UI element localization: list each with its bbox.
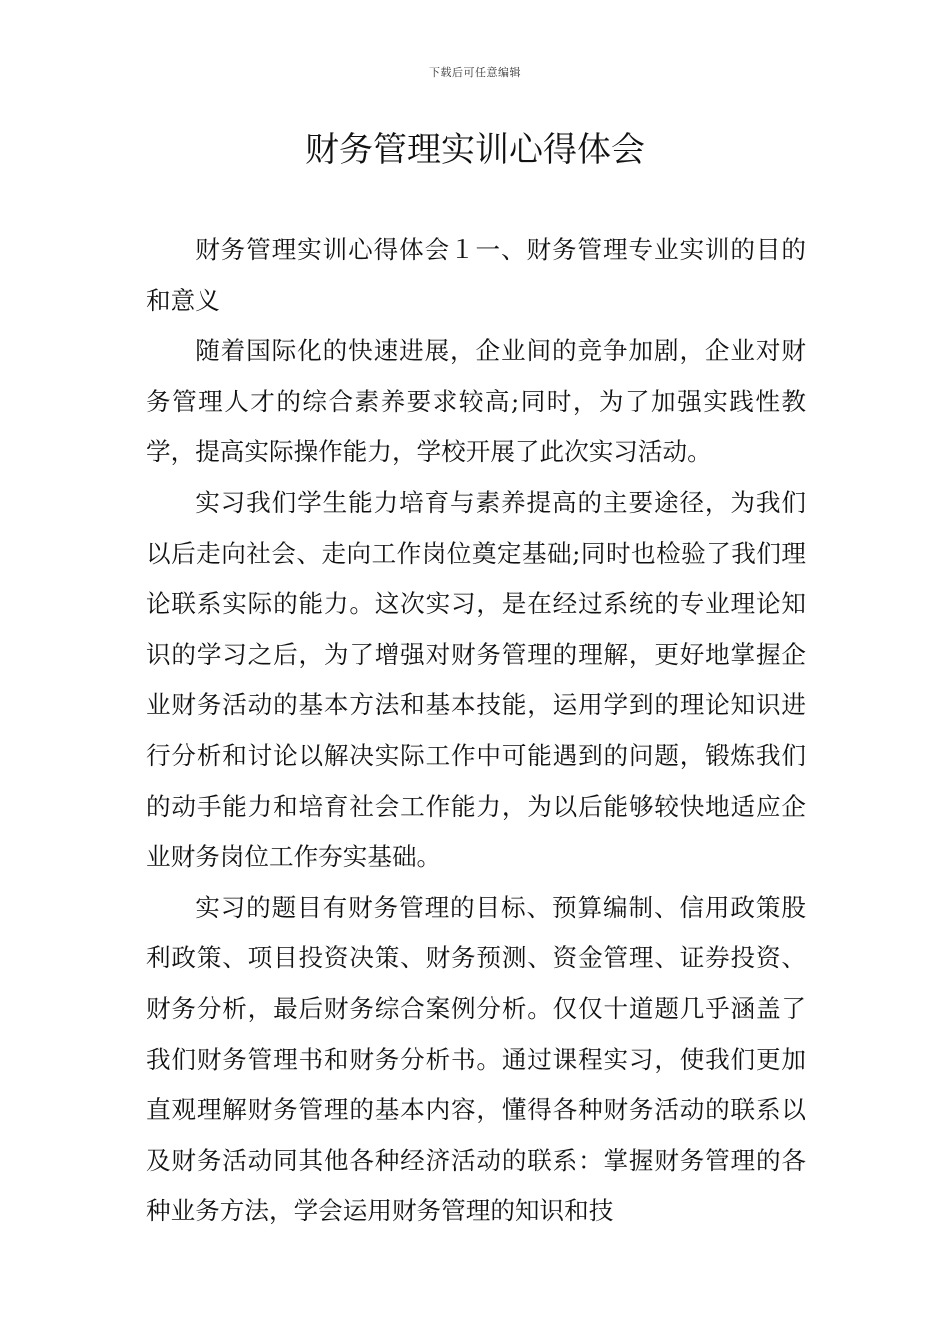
paragraph-3: 实习我们学生能力培育与素养提高的主要途径，为我们以后走向社会、走向工作岗位奠定基础;同时也检验了我们理论联系实际的能力。这次实习，是在经过系统的专业理论知识的学习之后，为了增强对财务管理的理解，更好地掌握企业财务活动的基本方法和基本技能，运用学到的理论知识进行分析和讨论以解决实际工作中可能遇到的问题，锻炼我们的动手能力和培育社会工作能力，为以后能够较快地适应企业财务岗位工作夯实基础。 — [146, 487, 806, 872]
paragraph-1: 财务管理实训心得体会１一、财务管理专业实训的目的和意义 — [146, 235, 806, 315]
paragraph-4: 实习的题目有财务管理的目标、预算编制、信用政策股利政策、项目投资决策、财务预测、资金管理、证券投资、财务分析，最后财务综合案例分析。仅仅十道题几乎涵盖了我们财务管理书和财务分析书。通过课程实习，使我们更加直观理解财务管理的基本内容，懂得各种财务活动的联系以及财务活动同其他各种经济活动的联系：掌握财务管理的各种业务方法，学会运用财务管理的知识和技 — [146, 892, 806, 1226]
paragraph-2: 随着国际化的快速进展，企业间的竞争加剧，企业对财务管理人才的综合素养要求较高;同时，为了加强实践性教学，提高实际操作能力，学校开展了此次实习活动。 — [146, 336, 806, 467]
document-title: 财务管理实训心得体会 — [305, 130, 645, 170]
header-note: 下载后可任意编辑 — [429, 66, 521, 79]
document-body — [146, 225, 806, 1237]
